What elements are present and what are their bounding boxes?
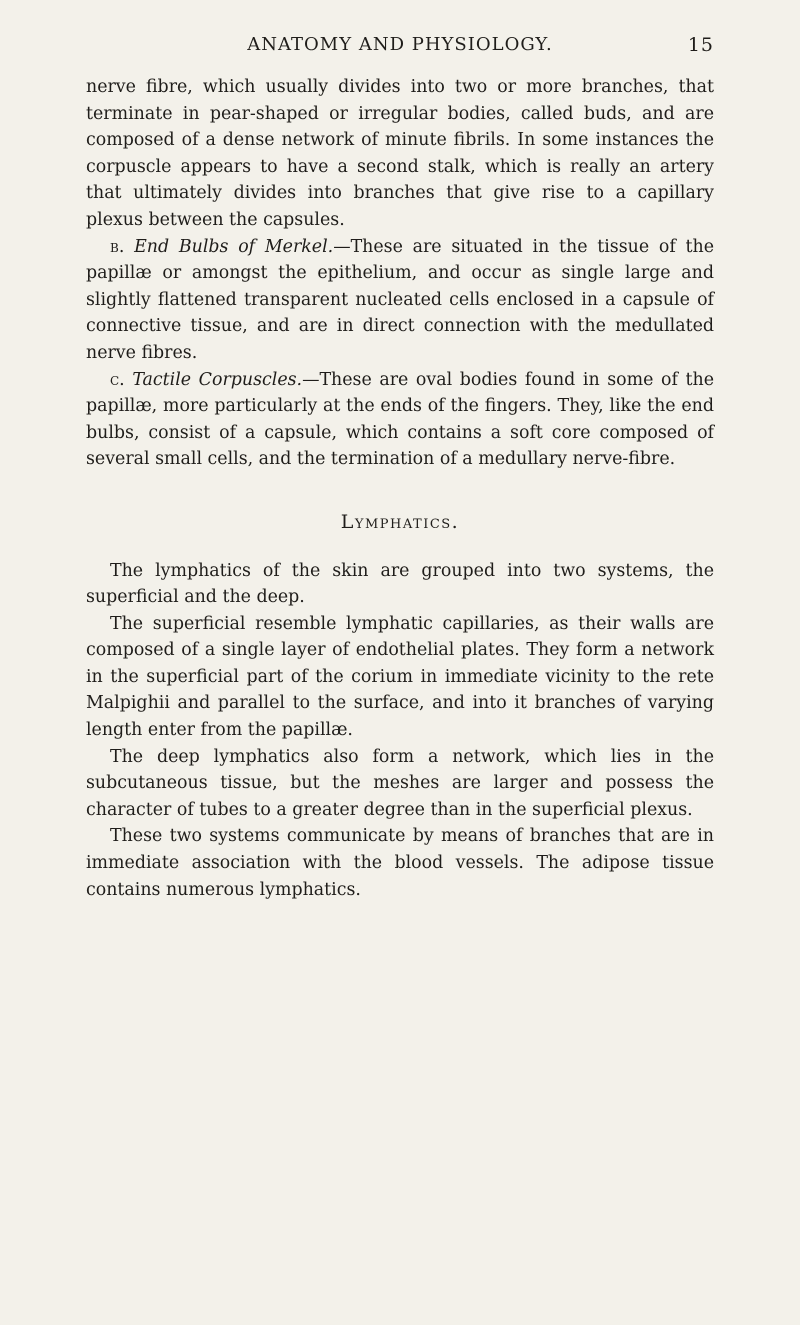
paragraph: These two systems communicate by means of branches that are in immediate association with the blood vessels. The adipose tissue contains numerous lymphatics. xyxy=(86,826,714,900)
paragraph-text: —These are situated in the tissue of the papillæ or amongst the epithelium, and occur as single large and slightly flattened transparent nucleated cells enclosed in a capsule of connective tissue, and are in direct connection with the medullated nerve fibres. xyxy=(86,236,714,363)
page-number: 15 xyxy=(687,34,714,56)
paragraph-continuation xyxy=(86,74,714,234)
paragraph: The superficial resemble lymphatic capillaries, as their walls are composed of a single layer of endothelial plates. They form a network in the superficial part of the corium in immediate vicinity to the rete Malpighii and parallel to the surface, and into it branches of varying length enter from the papillæ. xyxy=(86,613,714,741)
running-title: ANATOMY AND PHYSIOLOGY. xyxy=(247,34,553,55)
paragraph: The deep lymphatics also form a network, which lies in the subcutaneous tissue, but the meshes are larger and possess the character of tubes to a greater degree than in the superficial plexus. xyxy=(86,746,714,820)
paragraph: The lymphatics of the skin are grouped into two systems, the superficial and the deep. xyxy=(86,560,714,608)
paragraph-text: nerve fibre, which usually divides into two or more branches, that terminate in pear-shaped or irregular bodies, called buds, and are composed of a dense network of minute fibrils. In some instances the corpuscle appears to have a second stalk, which is really an artery that ultimately divides into branches that give rise to a capillary plexus between the capsules. xyxy=(86,77,714,230)
paragraph-tactile-corpuscles xyxy=(86,367,714,473)
section-heading: Lymphatics. xyxy=(340,510,460,533)
paragraph-end-bulbs xyxy=(86,234,714,367)
item-term: Tactile Corpuscles. xyxy=(132,369,303,390)
body-text xyxy=(86,74,714,903)
paragraph-text: —These are oval bodies found in some of the papillæ, more particularly at the ends of the fingers. They, like the end bulbs, consist of a capsule, which contains a soft core composed of several small cells, and the termination of a medullary nerve-fibre. xyxy=(86,369,714,470)
item-term: End Bulbs of Merkel. xyxy=(134,236,334,257)
running-head xyxy=(86,34,714,74)
item-letter: c. xyxy=(110,369,125,390)
item-letter: b. xyxy=(110,236,125,257)
